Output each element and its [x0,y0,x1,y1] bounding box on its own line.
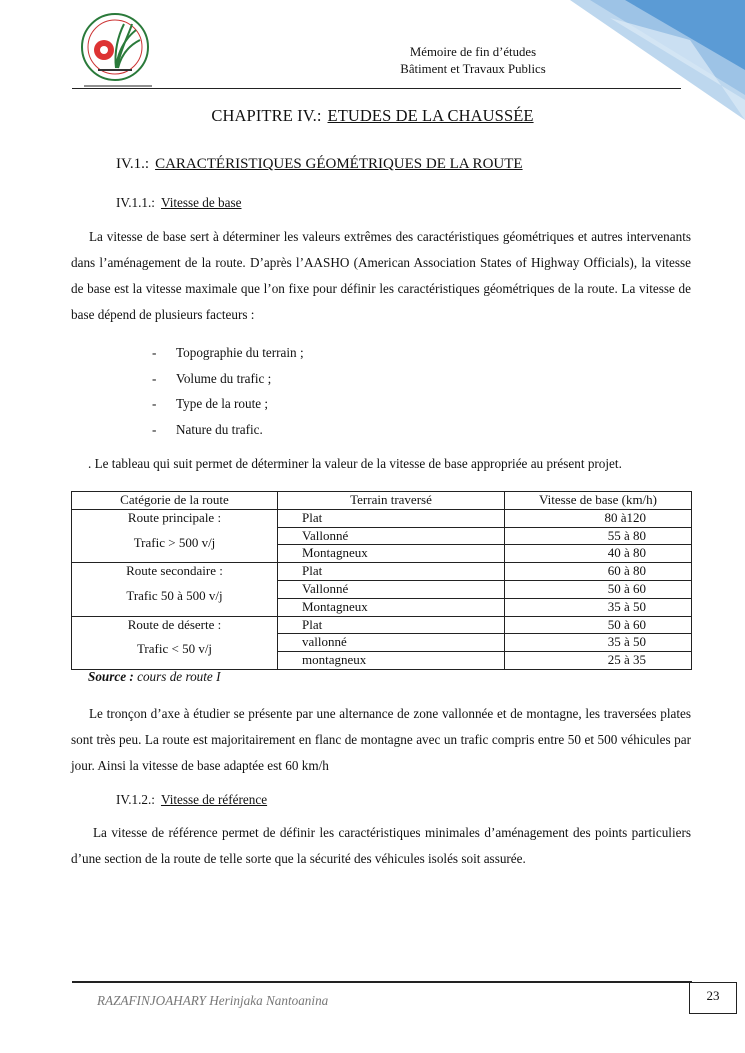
list-item: - Topographie du terrain ; [152,340,304,366]
paragraph-table-intro: . Le tableau qui suit permet de déterminer la valeur de la vitesse de base appropriée au présent projet. [88,456,622,471]
speed-cell: 35 à 50 [505,598,692,616]
terrain-cell: Montagneux [278,598,505,616]
paragraph-reference-speed: La vitesse de référence permet de définir les caractéristiques minimales d’aménagement des points particuliers d’une section de la route de telle sorte que la sécurité des véhicules isolés soit assurée. [71,825,691,866]
document-header [380,44,566,78]
section-heading [116,156,523,173]
subsection-number-1: IV.1.1.: [116,195,155,210]
terrain-cell: Vallonné [278,527,505,545]
speed-cell: 55 à 80 [505,527,692,545]
speed-cell: 40 à 80 [505,545,692,563]
page-number: 23 [689,982,737,1014]
section-number: IV.1.: [116,156,150,172]
bullet-marker: - [152,345,157,360]
route-category-cell: Route secondaire : Trafic 50 à 500 v/j [72,563,278,616]
footer-author: RAZAFINJOAHARY Herinjaka Nantoanina [97,993,329,1008]
subsection-heading-1 [116,195,241,211]
terrain-cell: Montagneux [278,545,505,563]
terrain-cell: Plat [278,509,505,527]
bullet-marker: - [152,396,157,411]
route-category-cell: Route de déserte : Trafic < 50 v/j [72,616,278,669]
header-line-1: Mémoire de fin d’études [409,45,537,59]
route-category-cell: Route principale : Trafic > 500 v/j [72,509,278,562]
table-header: Vitesse de base (km/h) [505,492,692,510]
list-item: - Type de la route ; [152,391,304,417]
bullet-marker: - [152,370,157,386]
speed-cell: 60 à 80 [505,563,692,581]
table-source [88,669,220,685]
table-row [72,509,692,527]
speed-cell: 80 à120 [505,509,692,527]
chapter-number: CHAPITRE IV.: [211,106,322,125]
section-title: CARACTÉRISTIQUES GÉOMÉTRIQUES DE LA ROUTE [155,156,523,172]
subsection-heading-2 [116,792,267,808]
chapter-heading: ETUDES DE LA CHAUSSÉE [327,106,534,125]
terrain-cell: vallonné [278,634,505,652]
corner-decoration [570,0,745,120]
school-emblem-icon [76,10,154,88]
terrain-cell: Vallonné [278,580,505,598]
speed-cell: 35 à 50 [505,634,692,652]
speed-cell: 50 à 60 [505,580,692,598]
terrain-cell: Plat [278,563,505,581]
subsection-title-2: Vitesse de référence [160,792,268,807]
paragraph-route-section: Le tronçon d’axe à étudier se présente par une alternance de zone vallonnée et de montagne, les traversées plates sont très peu. La route est majoritairement en flanc de montagne avec un trafic compris entre 50 et 500 véhicules par jour. Ainsi la vitesse de base adaptée est 60 km/h [71,706,691,773]
subsection-title-1: Vitesse de base [160,195,242,210]
footer-divider [72,981,692,983]
speed-cell: 25 à 35 [505,652,692,670]
table-row [72,563,692,581]
terrain-cell: montagneux [278,652,505,670]
source-label: Source : [88,669,134,684]
bullet-marker: - [152,421,157,437]
header-line-2: Bâtiment et Travaux Publics [400,62,546,76]
table-row [72,616,692,634]
list-item: - Volume du trafic ; [152,366,304,392]
subsection-number-2: IV.1.2.: [116,792,155,807]
terrain-cell: Plat [278,616,505,634]
paragraph-base-speed: La vitesse de base sert à déterminer les valeurs extrêmes des caractéristiques géométriques et autres intervenants dans l’aménagement de la route. D’après l’AASHO (American Association States of Highway Officials), la vitesse de base est la vitesse maximale que l’on fixe pour définir les caractéristiques géométriques de la route. La vitesse de base dépend de plusieurs facteurs : [71,229,691,322]
source-text: cours de route I [137,669,221,684]
table-header: Terrain traversé [278,492,505,510]
speed-cell: 50 à 60 [505,616,692,634]
table-header-row [72,492,692,510]
base-speed-table [71,491,692,670]
list-item: - Nature du trafic. [152,417,304,443]
table-header: Catégorie de la route [72,492,278,510]
chapter-title [0,106,745,126]
factor-list [152,340,304,442]
